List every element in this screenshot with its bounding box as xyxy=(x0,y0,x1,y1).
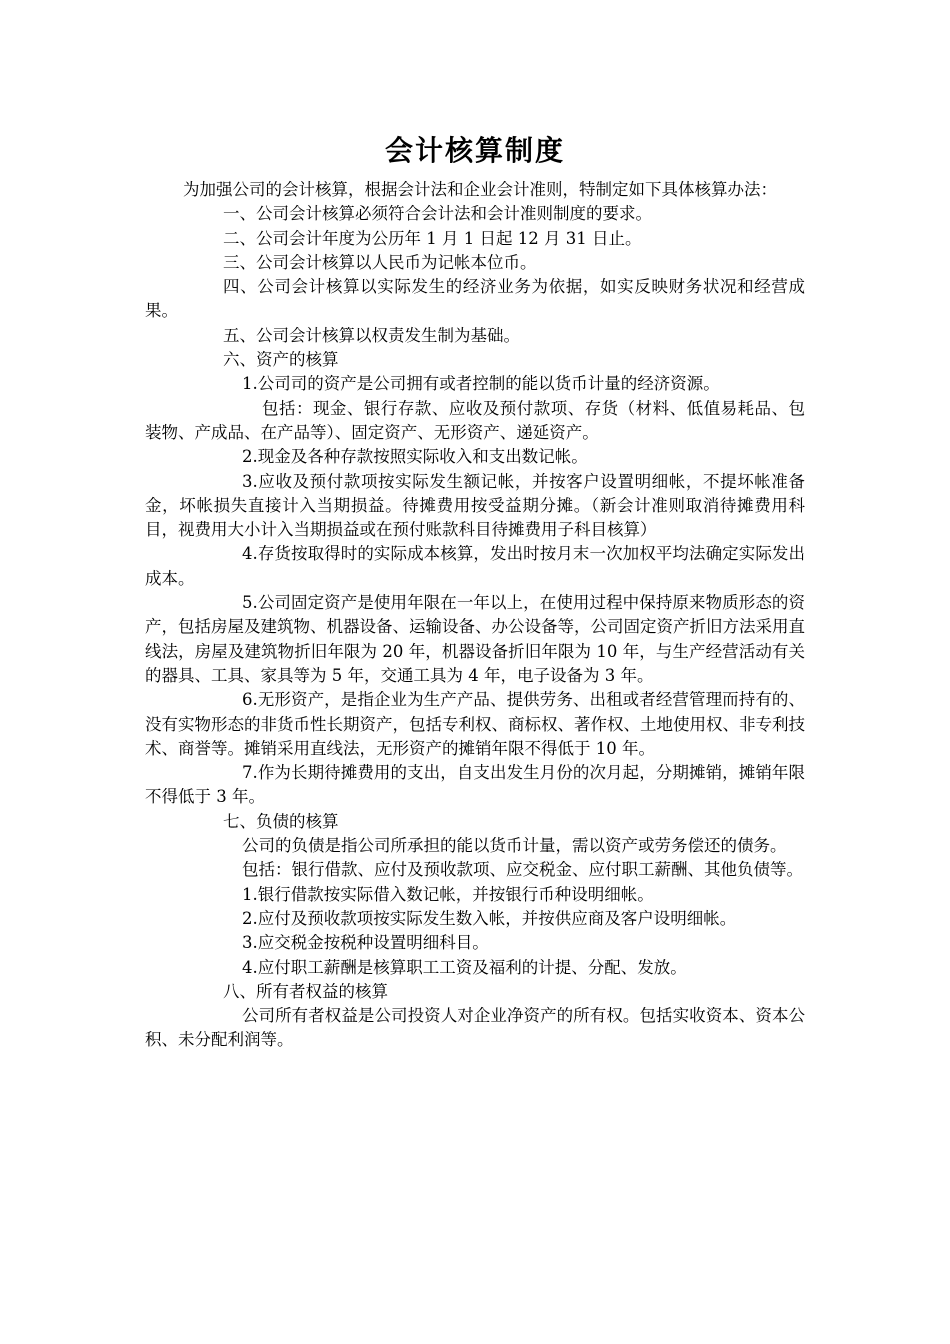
paragraph: 为加强公司的会计核算，根据会计法和企业会计准则，特制定如下具体核算办法： xyxy=(183,180,777,199)
paragraph: 公司所有者权益是公司投资人对企业净资产的所有权。包括实收资本、资本公积、未分配利润等。 xyxy=(145,1006,805,1050)
paragraph: 包括：银行借款、应付及预收款项、应交税金、应付职工薪酬、其他负债等。 xyxy=(242,860,803,880)
paragraph: 5.公司固定资产是使用年限在一年以上，在使用过程中保持原来物质形态的资产，包括房屋及建筑物、机器设备、运输设备、办公设备等，公司固定资产折旧方法采用直线法，房屋及建筑物折旧年限为 20 年，机器设备折旧年限为 10 年，与生产经营活动有关的器具、工具、家具等为 5 年，交通工具为 4 年，电子设备为 3 年。 xyxy=(145,593,805,685)
paragraph: 八、所有者权益的核算 xyxy=(223,981,388,1001)
paragraph: 公司的负债是指公司所承担的能以货币计量，需以资产或劳务偿还的债务。 xyxy=(242,836,787,856)
paragraph: 三、公司会计核算以人民币为记帐本位币。 xyxy=(223,252,537,272)
paragraph: 2.现金及各种存款按照实际收入和支出数记帐。 xyxy=(242,447,588,467)
paragraph: 六、资产的核算 xyxy=(223,350,339,370)
paragraph: 1.银行借款按实际借入数记帐，并按银行币种设明细帐。 xyxy=(242,884,654,904)
paragraph: 6.无形资产，是指企业为生产产品、提供劳务、出租或者经营管理而持有的、没有实物形态的非货币性长期资产，包括专利权、商标权、著作权、土地使用权、非专利技术、商誉等。摊销采用直线法，无形资产的摊销年限不得低于 10 年。 xyxy=(145,690,805,758)
paragraph: 七、负债的核算 xyxy=(223,811,339,831)
paragraph: 二、公司会计年度为公历年 1 月 1 日起 12 月 31 日止。 xyxy=(223,228,642,248)
paragraph: 3.应交税金按税种设置明细科目。 xyxy=(242,933,489,953)
paragraph: 4.应付职工薪酬是核算职工工资及福利的计提、分配、发放。 xyxy=(242,957,687,977)
paragraph: 3.应收及预付款项按实际发生额记帐，并按客户设置明细帐，不提坏帐准备金，坏帐损失直接计入当期损益。待摊费用按受益期分摊。（新会计准则取消待摊费用科目，视费用大小计入当期损益或在预付账款科目待摊费用子科目核算） xyxy=(145,471,805,540)
paragraph: 4.存货按取得时的实际成本核算，发出时按月末一次加权平均法确定实际发出成本。 xyxy=(145,544,805,588)
paragraph: 五、公司会计核算以权责发生制为基础。 xyxy=(223,325,520,345)
paragraph: 四、公司会计核算以实际发生的经济业务为依据，如实反映财务状况和经营成果。 xyxy=(145,277,805,321)
document-title: 会计核算制度 xyxy=(384,134,565,167)
document-body xyxy=(145,178,805,1053)
paragraph: 7.作为长期待摊费用的支出，自支出发生月份的次月起，分期摊销，摊销年限不得低于 3 年。 xyxy=(145,763,805,807)
paragraph: 2.应付及预收款项按实际发生数入帐，并按供应商及客户设明细帐。 xyxy=(242,908,737,928)
paragraph: 一、公司会计核算必须符合会计法和会计准则制度的要求。 xyxy=(223,204,652,224)
paragraph: 1.公司司的资产是公司拥有或者控制的能以货币计量的经济资源。 xyxy=(242,374,720,394)
paragraph: 包括：现金、银行存款、应收及预付款项、存货（材料、低值易耗品、包装物、产成品、在产品等）、固定资产、无形资产、递延资产。 xyxy=(145,398,805,442)
